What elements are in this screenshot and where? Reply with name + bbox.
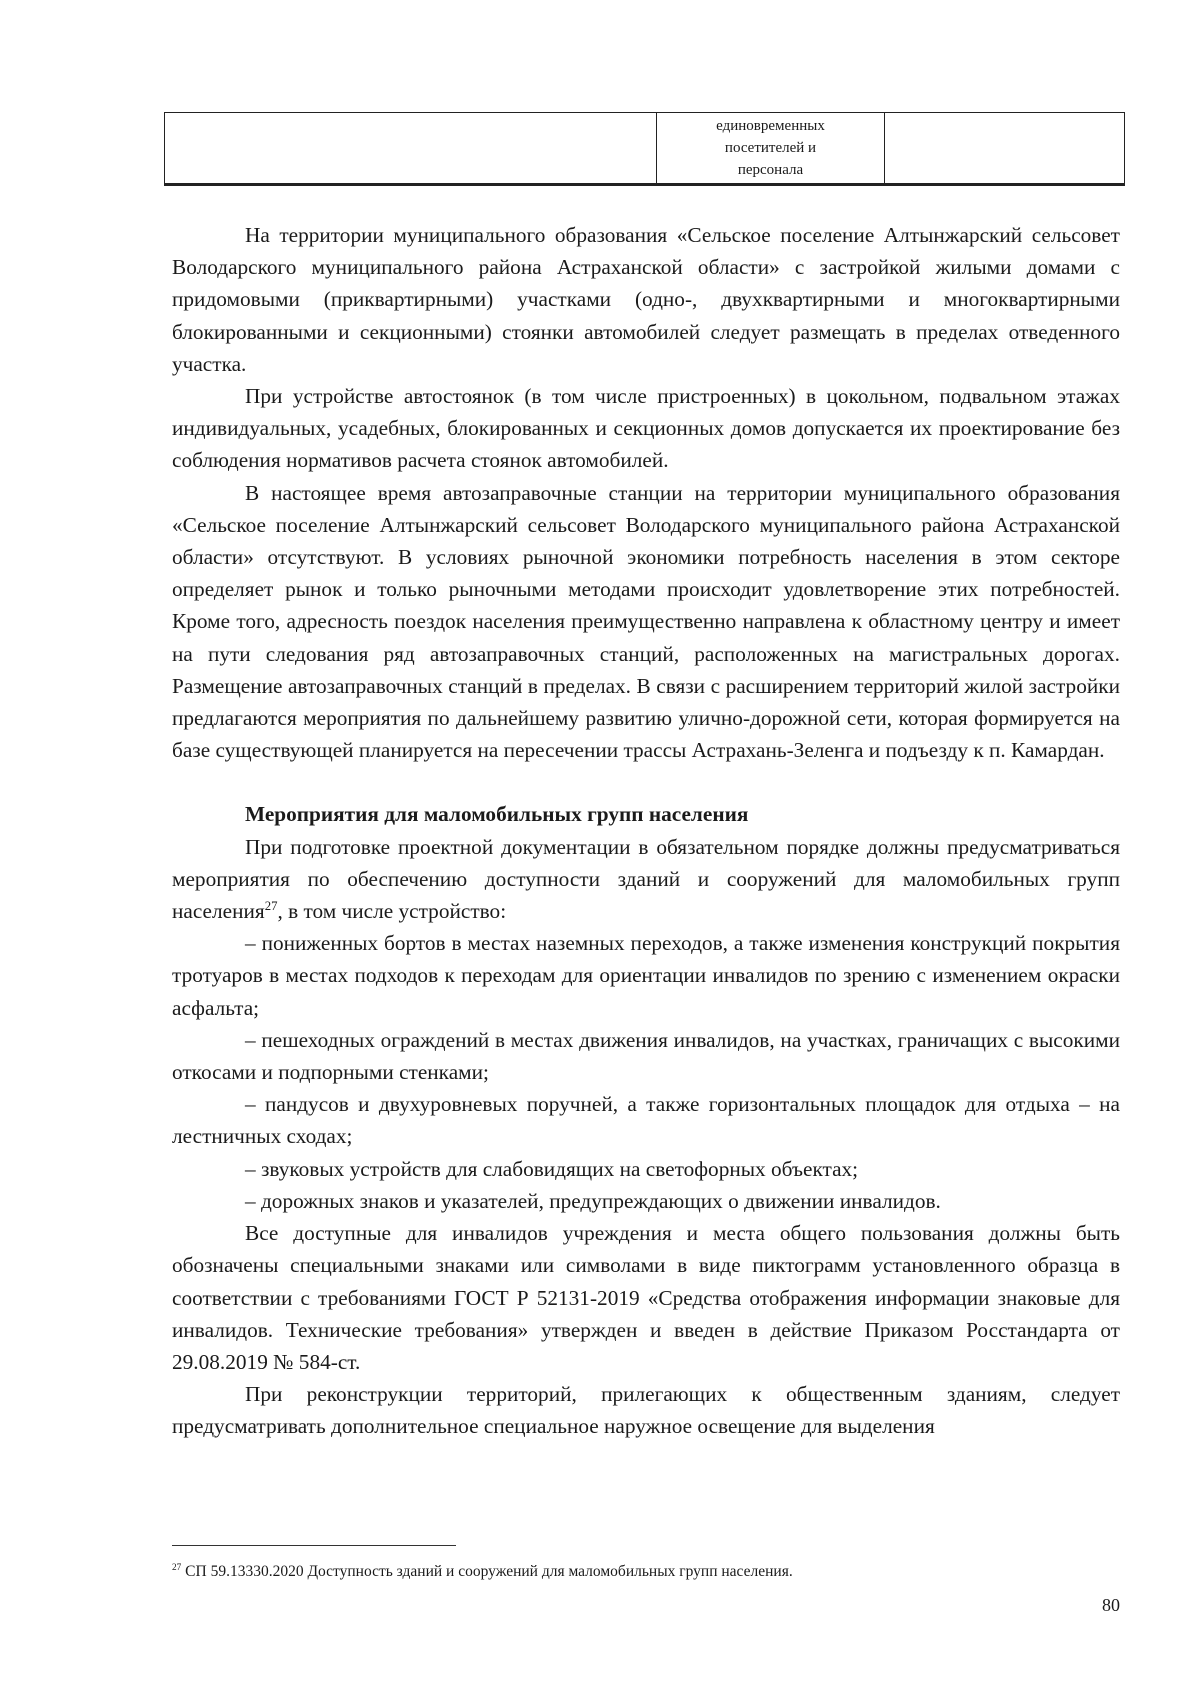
footnote-separator xyxy=(172,1545,456,1546)
section-heading: Мероприятия для маломобильных групп населения xyxy=(245,802,749,827)
paragraph-parking-basement: При устройстве автостоянок (в том числе пристроенных) в цокольном, подвальном этажах индивидуальных, усадебных, блокированных и секционных домов допускается их проектирование без соблюдения нормативов расчета стоянок автомобилей. xyxy=(172,384,1120,473)
paragraph-lighting: При реконструкции территорий, прилегающих к общественным зданиям, следует предусматривать дополнительное специальное наружное освещение для выделения xyxy=(172,1382,1120,1439)
list-item: – пандусов и двухуровневых поручней, а также горизонтальных площадок для отдыха – на лестничных сходах; xyxy=(172,1092,1120,1149)
list-item: – звуковых устройств для слабовидящих на светофорных объектах; xyxy=(245,1156,859,1181)
footnote-reference: 27 xyxy=(264,898,278,913)
continuation-table xyxy=(164,112,1125,186)
list-item: – дорожных знаков и указателей, предупреждающих о движении инвалидов. xyxy=(245,1188,941,1213)
table-cell-empty-left xyxy=(165,113,657,185)
paragraph-parking-placement: На территории муниципального образования «Сельское поселение Алтынжарский сельсовет Володарского муниципального района Астраханской области» с застройкой жилыми домами с придомовыми (приквартирными) участками (одно-, двухквартирными и многоквартирными блокированными и секционными) стоянки автомобилей следует размещать в пределах отведенного участка. xyxy=(172,223,1120,376)
table-cell-empty-right xyxy=(885,113,1125,185)
page-number: 80 xyxy=(1102,1595,1120,1615)
table-cell-line: единовременных xyxy=(716,118,825,134)
paragraph-accessibility-intro xyxy=(172,831,1120,928)
paragraph-text: При подготовке проектной документации в обязательном порядке должны предусматриваться мероприятия по обеспечению доступности зданий и сооружений для маломобильных групп населения xyxy=(172,834,1120,924)
list-item: – пешеходных ограждений в местах движения инвалидов, на участках, граничащих с высокими откосами и подпорными стенками; xyxy=(172,1027,1120,1085)
footnote-text: СП 59.13330.2020 Доступность зданий и сооружений для маломобильных групп населения. xyxy=(181,1563,793,1580)
paragraph-text: , в том числе устройство: xyxy=(277,899,507,924)
footnote xyxy=(172,1562,1120,1582)
paragraph-pictograms: Все доступные для инвалидов учреждения и места общего пользования должны быть обозначены специальными знаками или символами в виде пиктограмм установленного образца в соответствии с требованиями ГОСТ Р 52131-2019 «Средства отображения информации знаковые для инвалидов. Технические требования» утвержден и введен в действие Приказом Росстандарта от 29.08.2019 № 584-ст. xyxy=(172,1221,1120,1374)
list-item: – пониженных бортов в местах наземных переходов, а также изменения конструкций покрытия тротуаров в местах подходов к переходам для ориентации инвалидов по зрению с изменением окраски асфальта; xyxy=(172,931,1120,1020)
paragraph-gas-stations: В настоящее время автозаправочные станции на территории муниципального образования «Сельское поселение Алтынжарский сельсовет Володарского муниципального района Астраханской области» отсутствуют. В условиях рыночной экономики потребность населения в этом секторе определяет рынок и только рыночными методами происходит удовлетворение этих потребностей. Кроме того, адресность поездок населения преимущественно направлена к областному центру и имеет на пути следования ряд автозаправочных станций, расположенных на магистральных дорогах. Размещение автозаправочных станций в пределах. В связи с расширением территорий жилой застройки предлагаются мероприятия по дальнейшему развитию улично-дорожной сети, которая формируется на базе существующей планируется на пересечении трассы Астрахань-Зеленга и подъезду к п. Камардан. xyxy=(172,480,1120,763)
table-cell-line: посетителей и xyxy=(724,140,817,156)
table-cell-middle xyxy=(657,113,885,185)
table-row xyxy=(165,113,1125,185)
body-text xyxy=(172,219,1120,1443)
footnote-number: 27 xyxy=(172,1562,182,1573)
table-cell-line: персонала xyxy=(737,162,804,178)
